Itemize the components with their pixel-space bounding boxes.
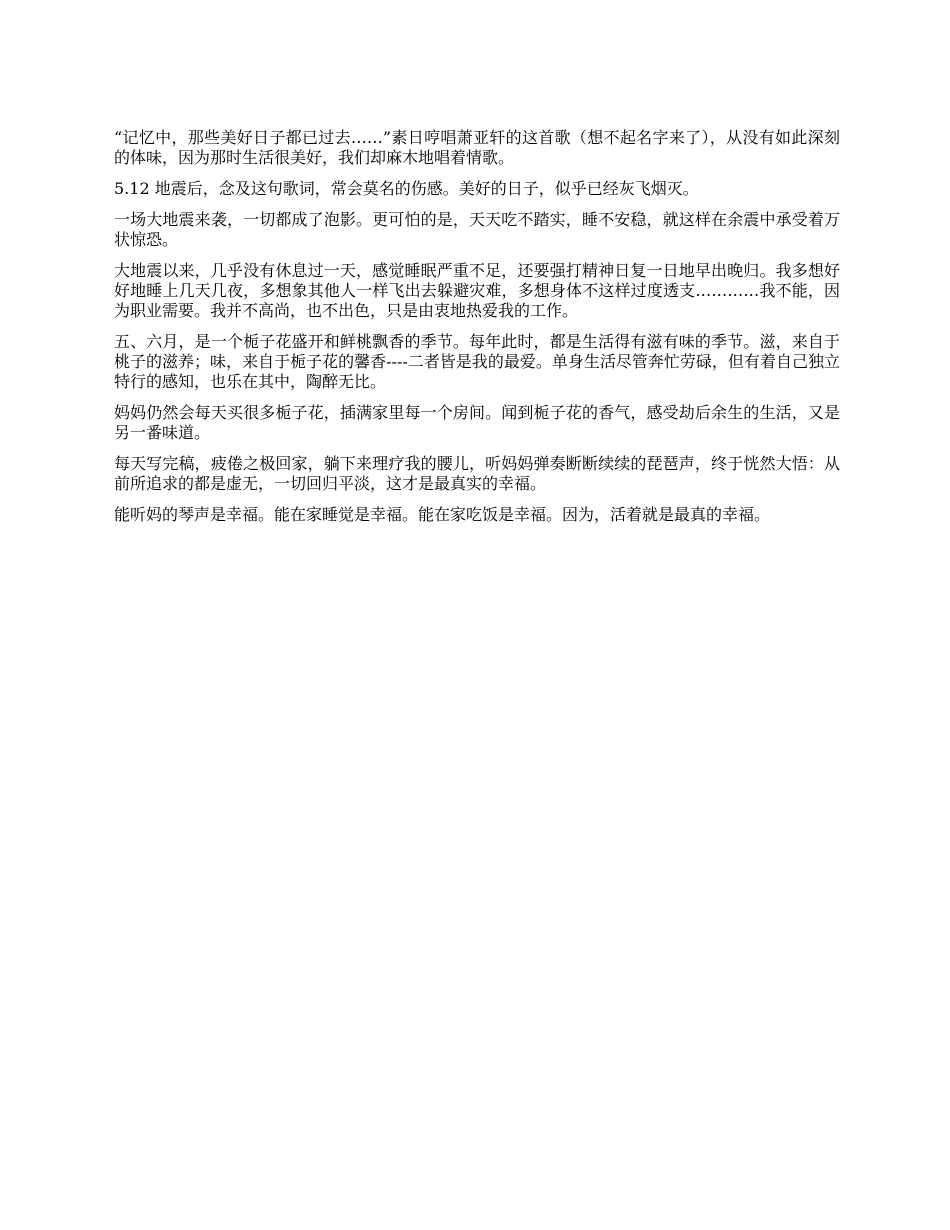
paragraph-6: 妈妈仍然会每天买很多栀子花，插满家里每一个房间。闻到栀子花的香气，感受劫后余生的生活，又是另一番味道。 (114, 403, 840, 442)
paragraph-1: “记忆中，那些美好日子都已过去……”素日哼唱萧亚轩的这首歌（想不起名字来了），从没有如此深刻的体味，因为那时生活很美好，我们却麻木地唱着情歌。 (114, 128, 840, 167)
document-body (114, 128, 840, 536)
paragraph-4: 大地震以来，几乎没有休息过一天，感觉睡眠严重不足，还要强打精神日复一日地早出晚归。我多想好好地睡上几天几夜，多想象其他人一样飞出去躲避灾难，多想身体不这样过度透支…………我不能，因为职业需要。我并不高尚，也不出色，只是由衷地热爱我的工作。 (114, 261, 840, 320)
paragraph-5: 五、六月，是一个栀子花盛开和鲜桃飘香的季节。每年此时，都是生活得有滋有味的季节。滋，来自于桃子的滋养；味，来自于栀子花的馨香----二者皆是我的最爱。单身生活尽管奔忙劳碌，但有着自己独立特行的感知，也乐在其中，陶醉无比。 (114, 332, 840, 391)
paragraph-2: 5.12 地震后，念及这句歌词，常会莫名的伤感。美好的日子，似乎已经灰飞烟灭。 (114, 179, 699, 198)
paragraph-7: 每天写完稿，疲倦之极回家，躺下来理疗我的腰儿，听妈妈弹奏断断续续的琵琶声，终于恍然大悟：从前所追求的都是虚无，一切回归平淡，这才是最真实的幸福。 (114, 454, 840, 493)
paragraph-3: 一场大地震来袭，一切都成了泡影。更可怕的是，天天吃不踏实，睡不安稳，就这样在余震中承受着万状惊恐。 (114, 210, 840, 249)
paragraph-8: 能听妈的琴声是幸福。能在家睡觉是幸福。能在家吃饭是幸福。因为，活着就是最真的幸福。 (114, 505, 771, 524)
